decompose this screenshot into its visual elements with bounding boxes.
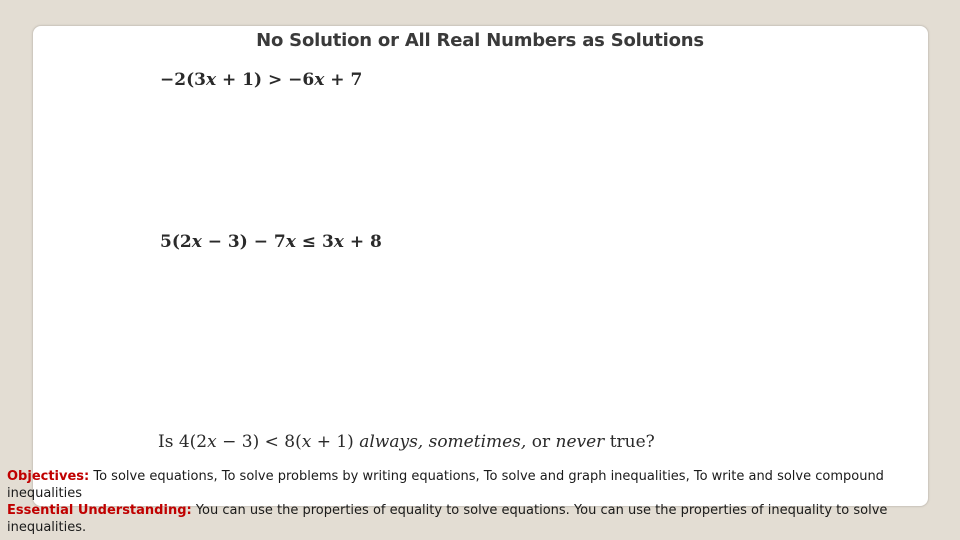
- understanding-text: You can use the properties of equality to solve equations. You can use the properties of inequality to solve inequalities.: [7, 503, 888, 535]
- problem-text: + 8: [343, 232, 382, 252]
- variable: x: [191, 232, 202, 252]
- problem-text: true?: [604, 432, 655, 452]
- problem-text: or: [526, 432, 556, 452]
- problem-text: + 1): [216, 70, 268, 90]
- problem-text: Is: [158, 432, 179, 452]
- problem-text: 3: [316, 232, 334, 252]
- problem-text: 4(2: [178, 432, 208, 452]
- variable: x: [301, 432, 312, 452]
- variable: x: [207, 432, 217, 452]
- objectives-line: [7, 468, 947, 502]
- problem-text: 5(2: [160, 232, 192, 252]
- understanding-label: Essential Understanding:: [7, 503, 192, 518]
- slide-title: No Solution or All Real Numbers as Solutions: [256, 30, 704, 51]
- emphasis-text: never: [555, 432, 605, 452]
- problem-text: − 3) − 7: [201, 232, 286, 252]
- inequality-problem-1: [160, 70, 362, 90]
- understanding-line: [7, 502, 947, 536]
- variable: x: [314, 70, 325, 90]
- inequality-problem-2: [160, 232, 382, 252]
- relation-symbol: >: [267, 70, 283, 90]
- objectives-caption: [7, 468, 947, 536]
- variable: x: [205, 70, 217, 90]
- relation-symbol: ≤: [301, 232, 317, 252]
- problem-text: − 3) < 8(: [216, 432, 302, 452]
- problem-text: −2(3: [160, 70, 206, 90]
- objectives-text: To solve equations, To solve problems by writing equations, To solve and graph inequalities, To write and solve compound inequalities: [7, 469, 884, 501]
- problem-text: + 1): [311, 432, 354, 452]
- inequality-problem-3: [158, 432, 655, 452]
- variable: x: [333, 232, 344, 252]
- emphasis-text: always, sometimes,: [359, 432, 527, 452]
- problem-text: −6: [282, 70, 315, 90]
- problem-text: + 7: [324, 70, 363, 90]
- objectives-label: Objectives:: [7, 469, 90, 484]
- variable: x: [285, 232, 296, 252]
